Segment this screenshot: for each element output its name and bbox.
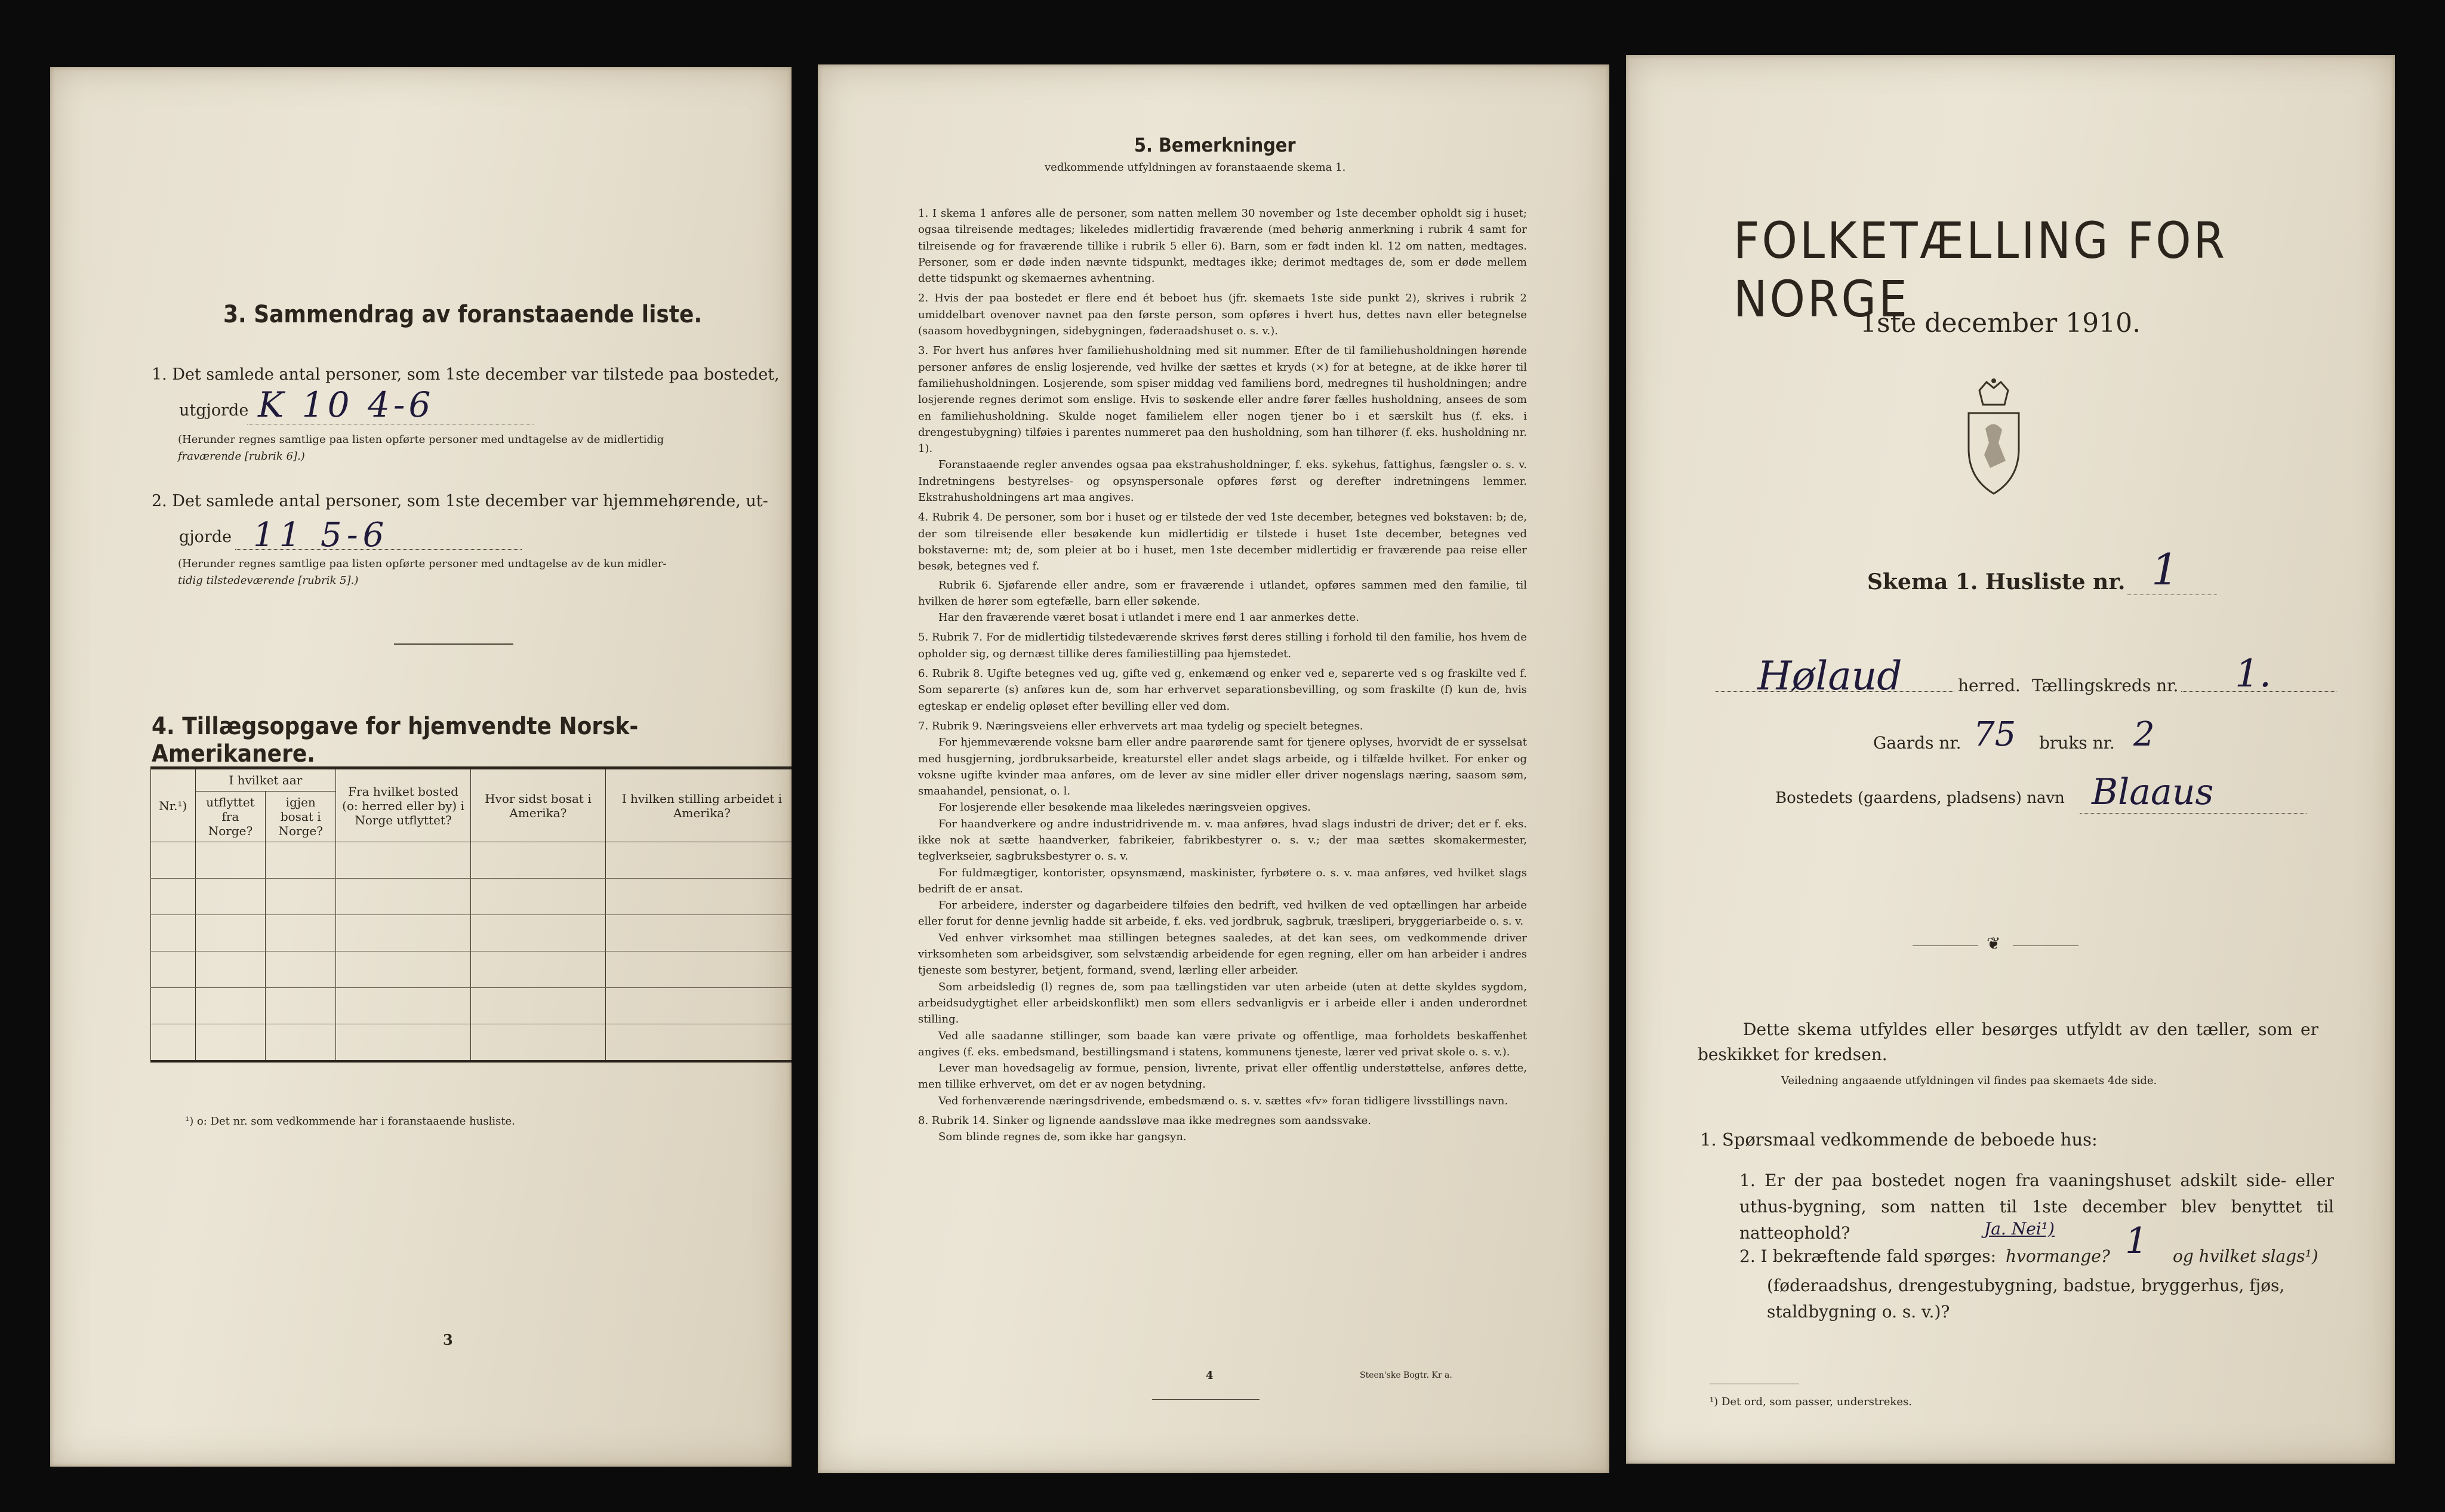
herred-label: herred. [1958,676,2021,695]
paragraph-4: 4. Rubrik 4. De personer, som bor i huset og er tilstede der ved 1ste december, betegnes ved bokstaven: b; de, der som tilreisende eller besøkende kun midlertidig er tilstede i huset 1ste december, betegnes ved bokstaverne: mt; de, som pleier at bo i huset, men 1ste december midlertidig er fraværende paa reise eller besøk, betegnes ved f. [918,511,1527,573]
paragraph-7g: Som arbeidsledig (l) regnes de, som paa tællingstiden var uten arbeide (uten at dette skyldes sygdom, arbeidsudygtighet eller arbeidskonflikt) men som ellers sedvanligvis er i arbeide eller i anden underordnet stilling. [918,980,1527,1026]
paragraph-7e: For arbeidere, inderster og dagarbeidere tilføies den bedrift, ved hvilken de ved optællingen har arbeide eller forut for denne jevnlig hadde sit arbeide, f. eks. ved jordbruk, sagbruk, træsliperi, bryggeriarbeide o. s. v. [918,899,1527,928]
item1-prefix: utgjorde [179,401,249,420]
paragraph-3b: Foranstaaende regler anvendes ogsaa paa ekstrahusholdninger, f. eks. sykehus, fattighus, fængsler o. s. v. Indretningens bestyrelses- og opsynspersonale opføres først og derefter indretningens lemmer. Ekstrahusholdningens art maa angives. [918,458,1527,504]
item2-line1: 2. Det samlede antal personer, som 1ste december var hjemmehørende, ut- [152,492,768,510]
schema-label: Skema 1. Husliste nr. [1867,569,2126,595]
question-2-c: (føderaadshus, drengestubygning, badstue, bryggerhus, fjøs, staldbygning o. s. v.)? [1767,1276,2285,1322]
question-1-answer: Ja. Nei¹) [1984,1219,2055,1239]
section4-title: 4. Tillægsopgave for hjemvendte Norsk-Amerikanere. [152,713,639,768]
middle-rule [1152,1399,1260,1400]
table-row [151,879,792,915]
kreds-value: 1. [2235,652,2272,696]
item1-note1: (Herunder regnes samtlige paa listen opførte personer med undtagelse av de midlertidig [178,433,664,446]
section3-title: 3. Sammendrag av foranstaaende liste. [223,301,703,328]
item1-note2: fraværende [rubrik 6].) [178,450,305,463]
paragraph-1: 1. I skema 1 anføres alle de personer, som natten mellem 30 november og 1ste december opholdt sig i huset; ogsaa tilreisende medtages; likeledes midlertidig fraværende (med behørig anmerkning i rubrik 4 samt for tilreisende og for fraværende tillike i rubrik 5 eller 6). Barn, som er født inden kl. 12 om natten, medtages. Personer, som er døde inden nævnte tidspunkt, medtages ikke; derimot medtages de, som er døde mellem dette tidspunkt og skemaernes avhentning. [918,207,1527,285]
separator-rule [394,643,513,645]
left-footnote: ¹) o: Det nr. som vedkommende har i foranstaaende husliste. [185,1115,515,1128]
paragraph-6: 6. Rubrik 8. Ugifte betegnes ved ug, gifte ved g, enkemænd og enker ved e, separerte ved s og fraskilte ved f. Som separerte (s) anføres kun de, som har erhvervet separationsbevilling, og som fraskilte (f) kun de, hvis egteskap er endelig opløset efter bevilling eller ved dom. [918,667,1527,713]
bosted-value: Blaaus [2092,771,2214,813]
paragraph-4b: Rubrik 6. Sjøfarende eller andre, som er fraværende i utlandet, opføres sammen med den familie, til hvilken de hører som egtefælle, barn eller søkende. [918,578,1527,608]
norsk-amerikanere-table [150,766,792,1063]
questions-header: 1. Spørsmaal vedkommende de beboede hus: [1700,1129,2098,1150]
question-2-a: 2. I bekræftende fald spørges: [1739,1246,1997,1266]
paragraph-7f: Ved enhver virksomhet maa stillingen betegnes saaledes, at det kan sees, om vedkommende driver virksomheten som arbeidsgiver, som selvstændig arbeidende for egen regning, eller om han arbeider i andres tjeneste som bestyrer, betjent, formand, svend, lærling eller arbeider. [918,931,1527,977]
ornament-icon: ❦ [1987,934,2001,953]
item1-handwritten-value: K 10 4-6 [258,384,435,425]
paragraph-7d: For fuldmægtiger, kontorister, opsynsmænd, maskinister, fyrbøtere o. s. v. maa anføres, ved hvilket slags bedrift de er ansat. [918,866,1527,895]
table-row [151,915,792,951]
bemerkninger-subtitle: vedkommende utfyldningen av foranstaaende skema 1. [1045,161,1346,174]
page-number-3: 3 [443,1331,453,1348]
col-group-aar: I hvilket aar [195,768,336,792]
herred-value: Hølaud [1757,653,1902,699]
bemerkninger-title: 5. Bemerkninger [1134,134,1296,156]
item2-handwritten-value: 11 5-6 [253,516,389,555]
table-row [151,951,792,988]
paragraph-5: 5. Rubrik 7. For de midlertidig tilstedeværende skrives først deres stilling i forhold til den familie, hos hvem de opholder sig, og dernæst tillike deres familiestilling paa hjemstedet. [918,631,1527,660]
page-number-4: 4 [1206,1369,1214,1382]
main-title: FOLKETÆLLING FOR NORGE [1733,211,2228,328]
paragraph-4c: Har den fraværende været bosat i utlandet i mere end 1 aar anmerkes dette. [938,611,1359,624]
gaards-value: 75 [1973,715,2016,754]
col-hvor-bosat: Hvor sidst bosat i Amerika? [470,768,605,842]
item2-prefix: gjorde [179,528,232,546]
census-date: 1ste december 1910. [1860,308,2141,338]
kreds-label: Tællingskreds nr. [2032,676,2179,695]
question-2-hvormange: hvormange? [2006,1246,2110,1266]
right-page [1626,55,2395,1464]
table-row [151,988,792,1024]
paragraph-7: 7. Rubrik 9. Næringsveiens eller erhvervets art maa tydelig og specielt betegnes. [918,719,1363,732]
question-1: 1. Er der paa bostedet nogen fra vaaningshuset adskilt side- eller uthus-bygning, som natten til 1ste december blev benyttet til natteophold? [1739,1171,2334,1243]
col-utflyttet: utflyttet fra Norge? [195,792,266,842]
paragraph-8b: Som blinde regnes de, som ikke har gangsyn. [938,1131,1187,1144]
instruction-1: Dette skema utfyldes eller besørges utfyldt av den tæller, som er beskikket for kredsen. [1698,1020,2318,1064]
table-row [151,1024,792,1062]
bruks-value: 2 [2133,715,2155,754]
col-nr: Nr.¹) [151,768,196,842]
left-page [50,67,792,1467]
paragraph-7a: For hjemmeværende voksne barn eller andre paarørende samt for tjenere oplyses, hvorvidt de er sysselsat med husgjerning, jordbruksarbeide, kreaturstel eller andet slags arbeide, og i tilfælde hvilket. For enker og voksne ugifte kvinder maa anføres, om de lever av sine midler eller driver nogenslags næring, saasom søm, smaahandel, pensionat, o. l. [918,736,1527,798]
coat-of-arms-icon [1957,377,2031,497]
table-row [151,842,792,879]
right-footnote: ¹) Det ord, som passer, understrekes. [1710,1396,1912,1408]
item2-note2: tidig tilstedeværende [rubrik 5].) [178,574,359,587]
bruks-label: bruks nr. [2039,733,2115,753]
paragraph-7c: For haandverkere og andre industridrivende m. v. maa anføres, hvad slags industri de driver; det er f. eks. ikke nok at sætte haandverker, fabrikeier, fabrikbestyrer o. s. v.; der maa sættes skomakermester, teglverkseier, sagbruksbestyrer o. s. v. [918,817,1527,863]
bosted-label: Bostedets (gaardens, pladsens) navn [1775,789,2065,807]
bemerkninger-body [918,205,1527,1145]
paragraph-7h: Ved alle saadanne stillinger, som baade kan være private og offentlige, maa forholdets beskaffenhet angives (f. eks. embedsmand, bestillingsmand i statens, kommunens tjeneste, lærer ved privat skole o. s. v.). [918,1029,1527,1058]
paragraph-7j: Ved forhenværende næringsdrivende, embedsmænd o. s. v. sættes «fv» foran tidligere livsstillings navn. [938,1094,1508,1107]
middle-page [818,64,1609,1473]
col-igjen-bosat: igjen bosat i Norge? [266,792,336,842]
paragraph-2: 2. Hvis der paa bostedet er flere end ét beboet hus (jfr. skemaets 1ste side punkt 2), skrives i rubrik 2 umiddelbart ovenover navnet paa den første person, som opføres i hvert hus, dettes navn eller betegnelse (saasom hovedbygningen, sidebygningen, føderaadshuset o. s. v.). [918,292,1527,338]
husliste-nr-value: 1 [2151,544,2179,595]
paragraph-7b: For losjerende eller besøkende maa likeledes næringsveien opgives. [938,801,1311,814]
paragraph-8: 8. Rubrik 14. Sinker og lignende aandssløve maa ikke medregnes som aandssvake. [918,1114,1372,1128]
instruction-2: Veiledning angaaende utfyldningen vil findes paa skemaets 4de side. [1781,1074,2157,1087]
gaards-label: Gaards nr. [1873,733,1961,753]
printer-mark: Steen'ske Bogtr. Kr a. [1360,1371,1452,1380]
paragraph-7i: Lever man hovedsagelig av formue, pension, livrente, privat eller offentlig understøttelse, anføres dette, men tillike erhvervet, om det er av nogen betydning. [918,1062,1527,1091]
col-fra-bosted: Fra hvilket bosted (o: herred eller by) i Norge utflyttet? [336,768,471,842]
col-stilling: I hvilken stilling arbeidet i Amerika? [605,768,792,842]
question-2-value: 1 [2125,1220,2148,1262]
question-2-b: og hvilket slags¹) [2173,1246,2318,1266]
item2-note1: (Herunder regnes samtlige paa listen opførte personer med undtagelse av de kun midler- [178,558,667,570]
item1-line1: 1. Det samlede antal personer, som 1ste december var tilstede paa bostedet, [152,365,780,384]
paragraph-3: 3. For hvert hus anføres hver familiehusholdning med sit nummer. Efter de til familiehusholdningen hørende personer anføres de enslig losjerende, ved hvilke der sættes et kryds (×) for at betegne, at de ikke hører til familiehusholdningen. Losjerende, som spiser middag ved familiens bord, medregnes til husholdningen; andre losjerende regnes derimot som enslige. Hvis to søskende eller andre fører fælles husholdning, ansees de som en familiehusholdning. Skulde noget familielem eller nogen tjener bo i et særskilt hus (f. eks. i drengestubygning) tilføies i parentes nummeret paa den husholdning, som han tilhører (f. eks. husholdning nr. 1). [918,344,1527,455]
